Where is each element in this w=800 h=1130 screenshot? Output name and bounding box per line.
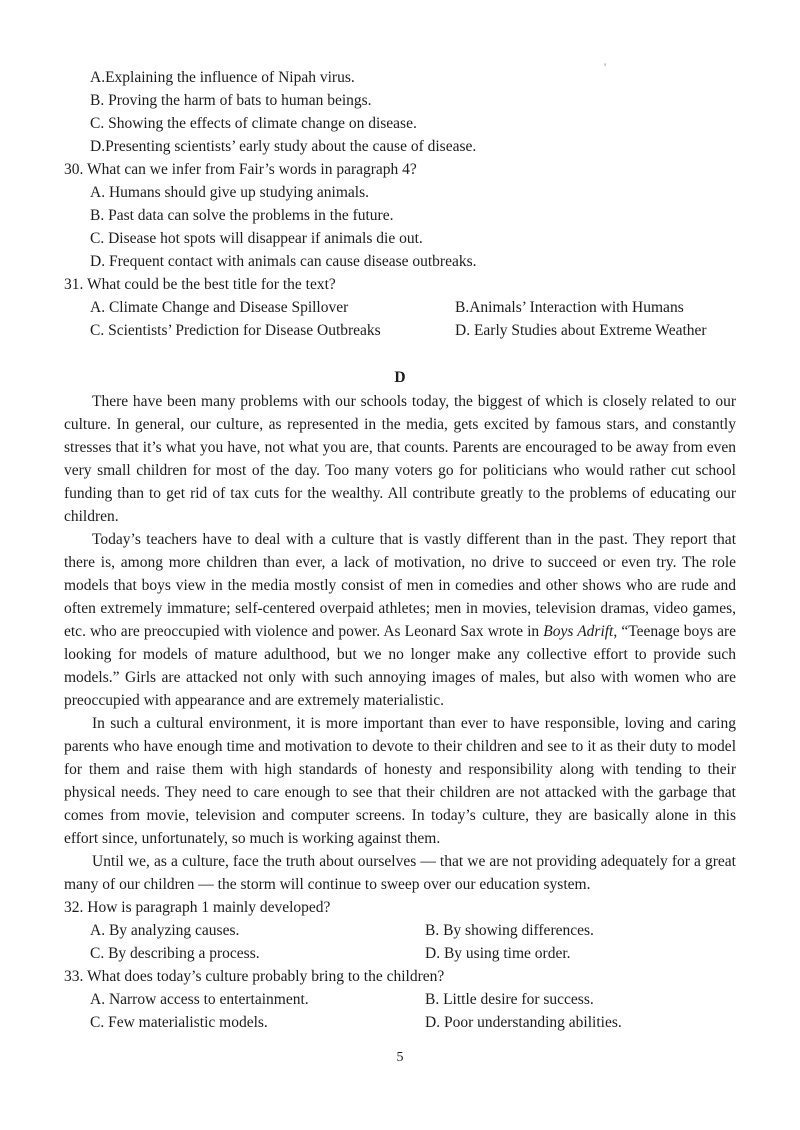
question-number: 30. <box>64 161 84 178</box>
page-number: 5 <box>396 1050 404 1065</box>
option-b: B. Proving the harm of bats to human beings. <box>90 92 372 109</box>
option-a: A.Explaining the influence of Nipah virus. <box>90 69 355 86</box>
options-row-cd <box>64 319 736 342</box>
option-c: C. Scientists’ Prediction for Disease Outbreaks <box>90 322 381 339</box>
question-31 <box>64 273 736 342</box>
option-d: D. Frequent contact with animals can cause disease outbreaks. <box>90 253 477 270</box>
option-c: C. Showing the effects of climate change on disease. <box>90 115 417 132</box>
option-b: B. Past data can solve the problems in the future. <box>90 207 394 224</box>
options-row-cd <box>64 942 736 965</box>
option-b: B.Animals’ Interaction with Humans <box>455 299 684 316</box>
options-row-cd <box>64 1011 736 1034</box>
question-30 <box>64 158 736 273</box>
question-33-stem <box>64 965 736 988</box>
passage-paragraph-1: There have been many problems with our schools today, the biggest of which is closely related to our culture. In general, our culture, as represented in the media, gets excited by famous stars, and constantly stresses that it’s what you have, not what you are, that counts. Parents are encouraged to be away from even very small children for most of the day. Too many voters go for politicians who would rather cut school funding than to get rid of tax cuts for the wealthy. All contribute greatly to the problems of educating our children. <box>64 393 736 525</box>
passage-paragraph-3: In such a cultural environment, it is more important than ever to have responsible, loving and caring parents who have enough time and motivation to devote to their children and see to it as their duty to model for them and raise them with high standards of honesty and responsibility along with tending to their physical needs. They need to care enough to see that their children are not attacked with the garbage that comes from movie, television and computer screens. In today’s culture, they are basically alone in this effort since, unfortunately, so much is working against them. <box>64 715 736 847</box>
option-c: C. Few materialistic models. <box>90 1014 268 1031</box>
option-a: A. By analyzing causes. <box>90 922 240 939</box>
question-number: 32. <box>64 899 84 916</box>
section-d-label: D <box>394 369 406 386</box>
option-a: A. Climate Change and Disease Spillover <box>90 299 349 316</box>
option-a: A. Narrow access to entertainment. <box>90 991 309 1008</box>
paragraph-2-text-continued: , “Teenage boys are looking for models of mature adulthood, but we no longer make any collective effort to provide such models.” Girls are attacked not only with such annoying images of males, but also with women who are preoccupied with appearance and are extremely materialistic. <box>64 623 736 709</box>
question-number: 31. <box>64 276 84 293</box>
option-d: D. By using time order. <box>425 945 571 962</box>
options-row-ab <box>64 919 736 942</box>
question-stem-text: What does today’s culture probably bring to the children? <box>86 968 445 985</box>
option-d: D. Poor understanding abilities. <box>425 1014 622 1031</box>
question-31-stem <box>64 273 736 296</box>
options-row-ab <box>64 988 736 1011</box>
question-stem-text: What can we infer from Fair’s words in paragraph 4? <box>86 161 417 178</box>
question-32 <box>64 896 736 965</box>
option-d: D. Early Studies about Extreme Weather <box>455 322 707 339</box>
stray-mark: ' <box>604 60 607 74</box>
question-29-options-block <box>64 66 736 158</box>
passage-paragraph-4: Until we, as a culture, face the truth about ourselves — that we are not providing adequately for a great many of our children — the storm will continue to sweep over our education system. <box>64 853 736 893</box>
option-b: B. Little desire for success. <box>425 991 594 1008</box>
question-33 <box>64 965 736 1034</box>
option-a: A. Humans should give up studying animals. <box>90 184 369 201</box>
passage-paragraph-2 <box>64 528 736 712</box>
option-c: C. By describing a process. <box>90 945 260 962</box>
options-row-ab <box>64 296 736 319</box>
option-d: D.Presenting scientists’ early study about the cause of disease. <box>90 138 477 155</box>
question-32-stem <box>64 896 736 919</box>
option-b: B. By showing differences. <box>425 922 594 939</box>
paragraph-2-text: Today’s teachers have to deal with a culture that is vastly different than in the past. They report that there is, among more children than ever, a lack of motivation, no drive to succeed or even try. The role models that boys view in the media mostly consist of men in comedies and other shows who are rude and often extremely immature; self-centered overpaid athletes; men in movies, television dramas, video games, etc. who are preoccupied with violence and power. As Leonard Sax wrote in <box>64 531 736 640</box>
question-number: 33. <box>64 968 84 985</box>
question-stem-text: How is paragraph 1 mainly developed? <box>87 899 331 916</box>
question-30-stem <box>64 158 736 181</box>
book-title-italic: Boys Adrift <box>543 623 614 640</box>
question-stem-text: What could be the best title for the text? <box>86 276 336 293</box>
option-c: C. Disease hot spots will disappear if animals die out. <box>90 230 423 247</box>
